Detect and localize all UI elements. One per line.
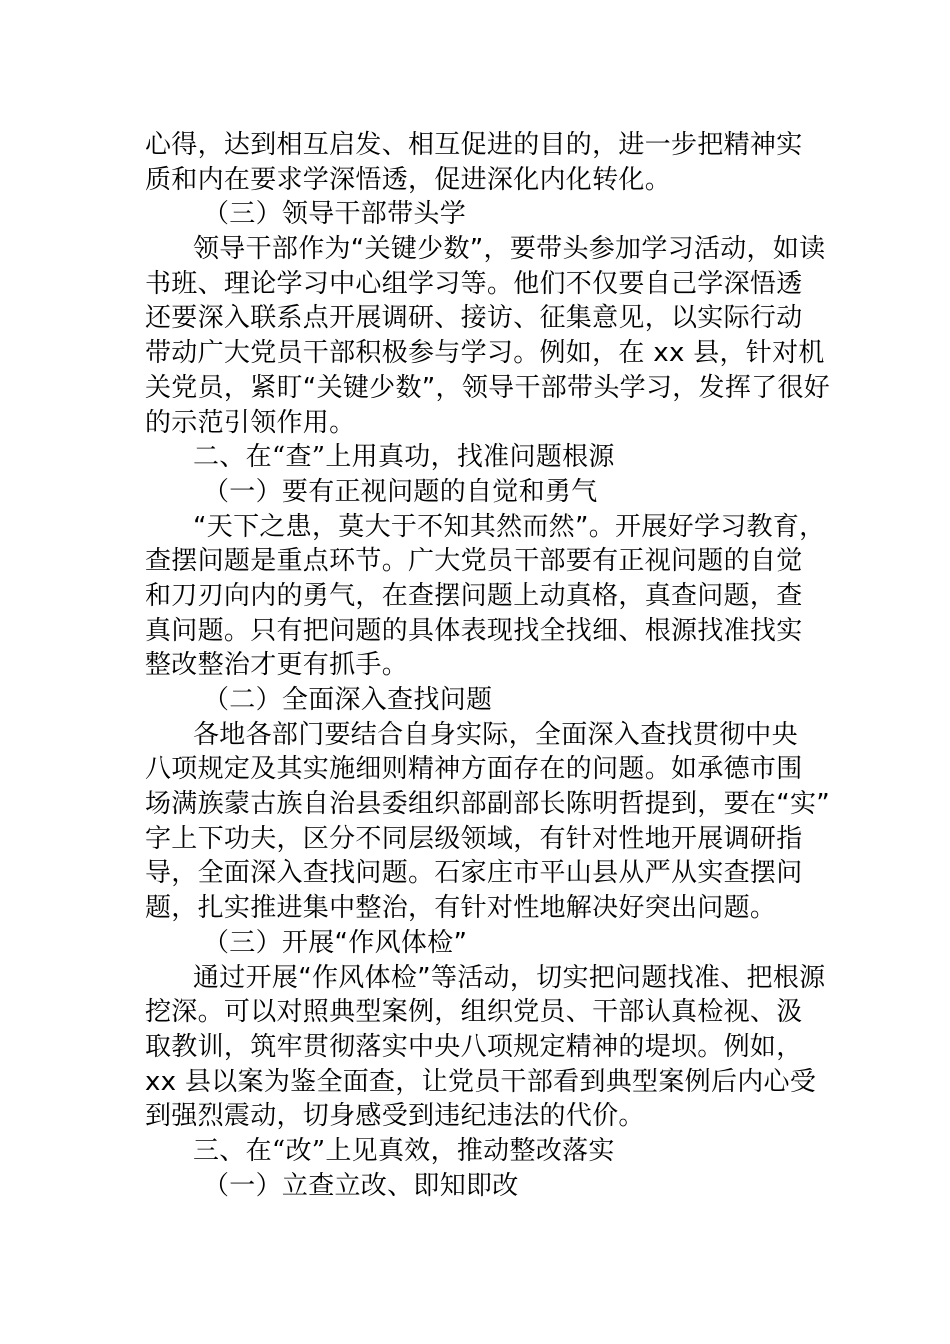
text-line: 的示范引领作用。 [145,407,356,438]
text-line: 到强烈震动，切身感受到违纪违法的代价。 [145,1101,645,1132]
text-line: 取教训，筑牢贯彻落实中央八项规定精神的堤坝。例如， [145,1031,803,1062]
chapter-heading: 二、在“查”上用真功，找准问题根源 [193,442,615,473]
chapter-heading: 三、在“改”上见真效，推动整改落实 [193,1135,615,1166]
text-line: 和刀刃向内的勇气，在查摆问题上动真格，真查问题，查 [145,580,803,611]
body-text [145,128,831,1203]
text-line: 心得，达到相互启发、相互促进的目的，进一步把精神实 [145,130,803,160]
text-line: 质和内在要求学深悟透，促进深化内化转化。 [145,164,672,195]
section-heading: （三）开展“作风体检” [203,927,468,958]
paragraph-first-line: “天下之患，莫大于不知其然而然”。开展好学习教育， [193,511,826,542]
section-heading: （三）领导干部带头学 [203,199,467,230]
paragraph-first-line: 各地各部门要结合自身实际，全面深入查找贯彻中央 [193,719,798,750]
text-line: 整改整治才更有抓手。 [145,650,409,681]
paragraph-first-line: 通过开展“作风体检”等活动，切实把问题找准、把根源 [193,962,826,993]
text-line: 查摆问题是重点环节。广大党员干部要有正视问题的自觉 [145,546,803,577]
section-heading: （一）要有正视问题的自觉和勇气 [203,476,598,507]
section-heading: （一）立查立改、即知即改 [203,1170,519,1201]
section-heading: （二）全面深入查找问题 [203,685,493,715]
text-line: 题，扎实推进集中整治，有针对性地解决好突出问题。 [145,893,777,924]
text-line: 导，全面深入查找问题。石家庄市平山县从严从实查摆问 [145,858,803,889]
text-line: 还要深入联系点开展调研、接访、征集意见，以实际行动 [145,303,803,334]
text-line: 八项规定及其实施细则精神方面存在的问题。如承德市围 [145,754,803,785]
text-line: 挖深。可以对照典型案例，组织党员、干部认真检视、汲 [145,997,803,1028]
text-line: 真问题。只有把问题的具体表现找全找细、根源找准找实 [145,615,803,646]
text-line: 书班、理论学习中心组学习等。他们不仅要自己学深悟透 [145,268,803,299]
text-line: 字上下功夫，区分不同层级领域，有针对性地开展调研指 [145,823,803,854]
text-line: 关党员，紧盯“关键少数”，领导干部带头学习，发挥了很好 [145,372,831,403]
paragraph-first-line: 领导干部作为“关键少数”，要带头参加学习活动，如读 [193,234,826,265]
text-line: 场满族蒙古族自治县委组织部副部长陈明哲提到，要在“实” [145,789,831,820]
text-line: 带动广大党员干部积极参与学习。例如，在 xx 县，针对机 [145,338,825,369]
text-line: xx 县以案为鉴全面查，让党员干部看到典型案例后内心受 [145,1066,817,1097]
